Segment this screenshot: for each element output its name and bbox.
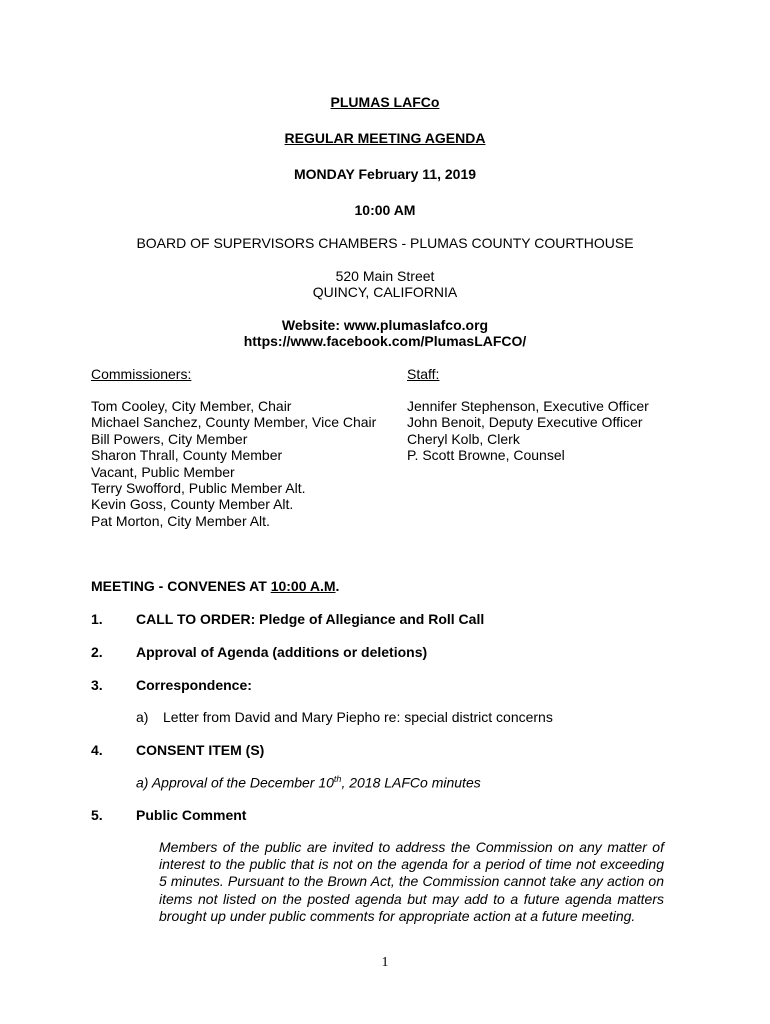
meeting-time: 10:00 AM [354, 202, 416, 218]
item-number: 2. [91, 644, 103, 660]
page-number: 1 [381, 955, 389, 970]
correspondence-letter-text: Letter from David and Mary Piepho re: special district concerns [163, 709, 553, 725]
commissioner-item: Vacant, Public Member [91, 463, 235, 480]
correspondence-letter-marker: a) [136, 709, 149, 725]
item-title-public-comment: Public Comment [136, 807, 247, 823]
staff-item: P. Scott Browne, Counsel [407, 447, 565, 464]
consent-minutes-item [136, 774, 481, 791]
commissioner-item: Sharon Thrall, County Member [91, 447, 283, 464]
consent-superscript: th [333, 774, 342, 784]
item-title-approval-of-agenda: Approval of Agenda (additions or deletions) [136, 644, 428, 660]
item-number: 1. [91, 611, 103, 627]
item-title-call-to-order: CALL TO ORDER: Pledge of Allegiance and Roll Call [136, 611, 485, 627]
item-number: 5. [91, 807, 103, 823]
convenes-time: 10:00 A.M [270, 578, 336, 594]
convenes-prefix: MEETING - CONVENES AT [91, 578, 271, 594]
commissioner-item: Terry Swofford, Public Member Alt. [91, 480, 306, 497]
commissioner-item: Michael Sanchez, County Member, Vice Chair [91, 414, 377, 431]
staff-heading: Staff: [407, 366, 440, 382]
item-title-consent: CONSENT ITEM (S) [136, 742, 265, 758]
website-line[interactable]: Website: www.plumaslafco.org [281, 317, 489, 333]
city-state: QUINCY, CALIFORNIA [312, 284, 458, 300]
public-comment-paragraph: Members of the public are invited to address the Commission on any matter of interest to the public that is not on the agenda for a period of time not exceeding 5 minutes. Pursuant to the Brown Act, the Commission cannot take any action on items not listed on the posted agenda but may add to a future agenda matters brought up under public comments for appropriate action at a future meeting. [159, 839, 664, 924]
staff-list [407, 398, 649, 464]
item-number: 4. [91, 742, 103, 758]
staff-item: Jennifer Stephenson, Executive Officer [407, 398, 649, 414]
consent-pre: a) Approval of the December 10 [136, 774, 334, 791]
meeting-location: BOARD OF SUPERVISORS CHAMBERS - PLUMAS COUNTY COURTHOUSE [136, 235, 634, 251]
commissioner-item: Kevin Goss, County Member Alt. [91, 496, 294, 513]
staff-item: John Benoit, Deputy Executive Officer [407, 414, 643, 431]
org-name: PLUMAS LAFCo [330, 94, 440, 110]
facebook-link[interactable]: https://www.facebook.com/PlumasLAFCO/ [243, 333, 527, 349]
commissioner-item: Tom Cooley, City Member, Chair [91, 398, 292, 414]
item-title-correspondence: Correspondence: [136, 677, 252, 693]
staff-item: Cheryl Kolb, Clerk [407, 430, 520, 447]
consent-post: , 2018 LAFCo minutes [341, 774, 481, 791]
street-address: 520 Main Street [335, 268, 435, 284]
item-number: 3. [91, 677, 103, 693]
meeting-date: MONDAY February 11, 2019 [293, 166, 477, 182]
commissioner-item: Bill Powers, City Member [91, 430, 248, 447]
commissioners-heading: Commissioners: [91, 366, 192, 382]
meeting-convenes [91, 578, 339, 594]
commissioner-item: Pat Morton, City Member Alt. [91, 512, 270, 529]
commissioners-list [91, 398, 376, 529]
convenes-suffix: . [335, 578, 340, 594]
agenda-title: REGULAR MEETING AGENDA [284, 130, 486, 146]
